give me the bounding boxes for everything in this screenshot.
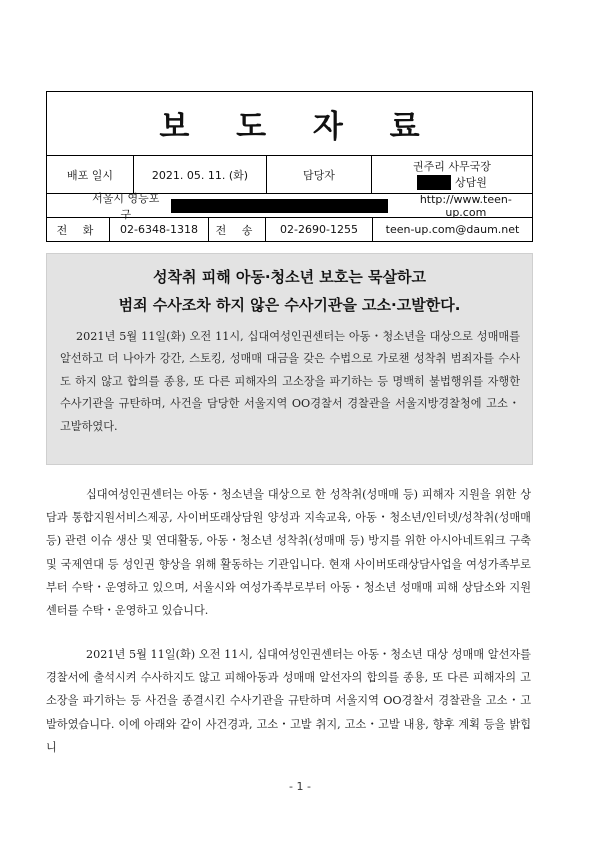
address-row	[47, 191, 532, 221]
contact-label: 담당자	[267, 156, 372, 193]
contact-numbers-row	[47, 218, 532, 241]
email-address[interactable]: teen-up.com@daum.net	[385, 223, 520, 236]
body-paragraph-1: 십대여성인권센터는 아동・청소년을 대상으로 한 성착취(성매매 등) 피해자 지원을 위한 상담과 통합지원서비스제공, 사이버또래상담원 양성과 지속교육, 아동・청소년/인터넷/성착취(성매매 등) 관련 이슈 생산 및 연대활동, 아동・청소년 성착취(성매매 등) 방지를 위한 아시아네트워크 구축 및 국제연대 등 성인권 향상을 위해 활동하는 기관입니다. 현재 사이버또래상담사업을 여성가족부로부터 수탁・운영하고 있으며, 서울시와 여성가족부로부터 아동・청소년 성매매 피해 상담소와 지원센터를 수탁・운영하고 있습니다.	[46, 488, 531, 618]
redacted-address-block	[171, 199, 388, 213]
redacted-name-block	[417, 175, 451, 190]
release-info-row	[47, 156, 532, 194]
summary-paragraph: 2021년 5월 11일(화) 오전 11시, 십대여성인권센터는 아동・청소년을 대상으로 성매매를 알선하고 더 나아가 강간, 스토킹, 성매매 대금을 갖은 수법으로 가로챈 성착취 범죄자를 수사도 하지 않고 합의를 종용, 또 다른 피해자의 고소장을 파기하는 등 명백히 불법행위를 자행한 수사기관을 규탄하며, 사건을 담당한 서울지역 OO경찰서 경찰관을 서울지방경찰청에 고소・고발하였다.	[60, 330, 520, 433]
summary-box	[46, 253, 533, 465]
contact-line-2: 상담원	[455, 175, 487, 189]
address-cell	[47, 191, 532, 221]
headline-2: 범죄 수사조차 하지 않은 수사기관을 고소·고발한다.	[118, 296, 461, 314]
release-date: 2021. 05. 11. (화)	[134, 156, 267, 193]
website-link[interactable]: http://www.teen-up.com	[419, 192, 512, 219]
fax-number: 02-2690-1255	[266, 218, 373, 241]
phone-number: 02-6348-1318	[110, 218, 209, 241]
contact-person	[372, 156, 532, 193]
page-title: 보 도 자 료	[47, 92, 532, 156]
contact-line-2-row	[417, 175, 487, 191]
headline-1: 성착취 피해 아동·청소년 보호는 묵살하고	[153, 268, 426, 286]
release-date-label: 배포 일시	[47, 156, 134, 193]
fax-label: 전 송	[209, 218, 266, 241]
address-text: 서울시 영등포구	[92, 191, 160, 221]
phone-label: 전 화	[47, 218, 110, 241]
body-paragraph-2: 2021년 5월 11일(화) 오전 11시, 십대여성인권센터는 아동・청소년 대상 성매매 알선자를 경찰서에 출석시켜 수사하지도 않고 피해아동과 성매매 알선자의 합의를 종용, 또 다른 피해자의 고소장을 파기하는 등 사건을 종결시킨 수사기관을 규탄하며 서울지역 OO경찰서 경찰관을 고소・고발하였습니다. 이에 아래와 같이 사건경과, 고소・고발 취지, 고소・고발 내용, 향후 계획 등을 밝힙니	[46, 648, 531, 754]
header-table	[46, 91, 533, 242]
contact-line-1: 권주리 사무국장	[413, 159, 491, 173]
page-number: - 1 -	[289, 780, 311, 793]
